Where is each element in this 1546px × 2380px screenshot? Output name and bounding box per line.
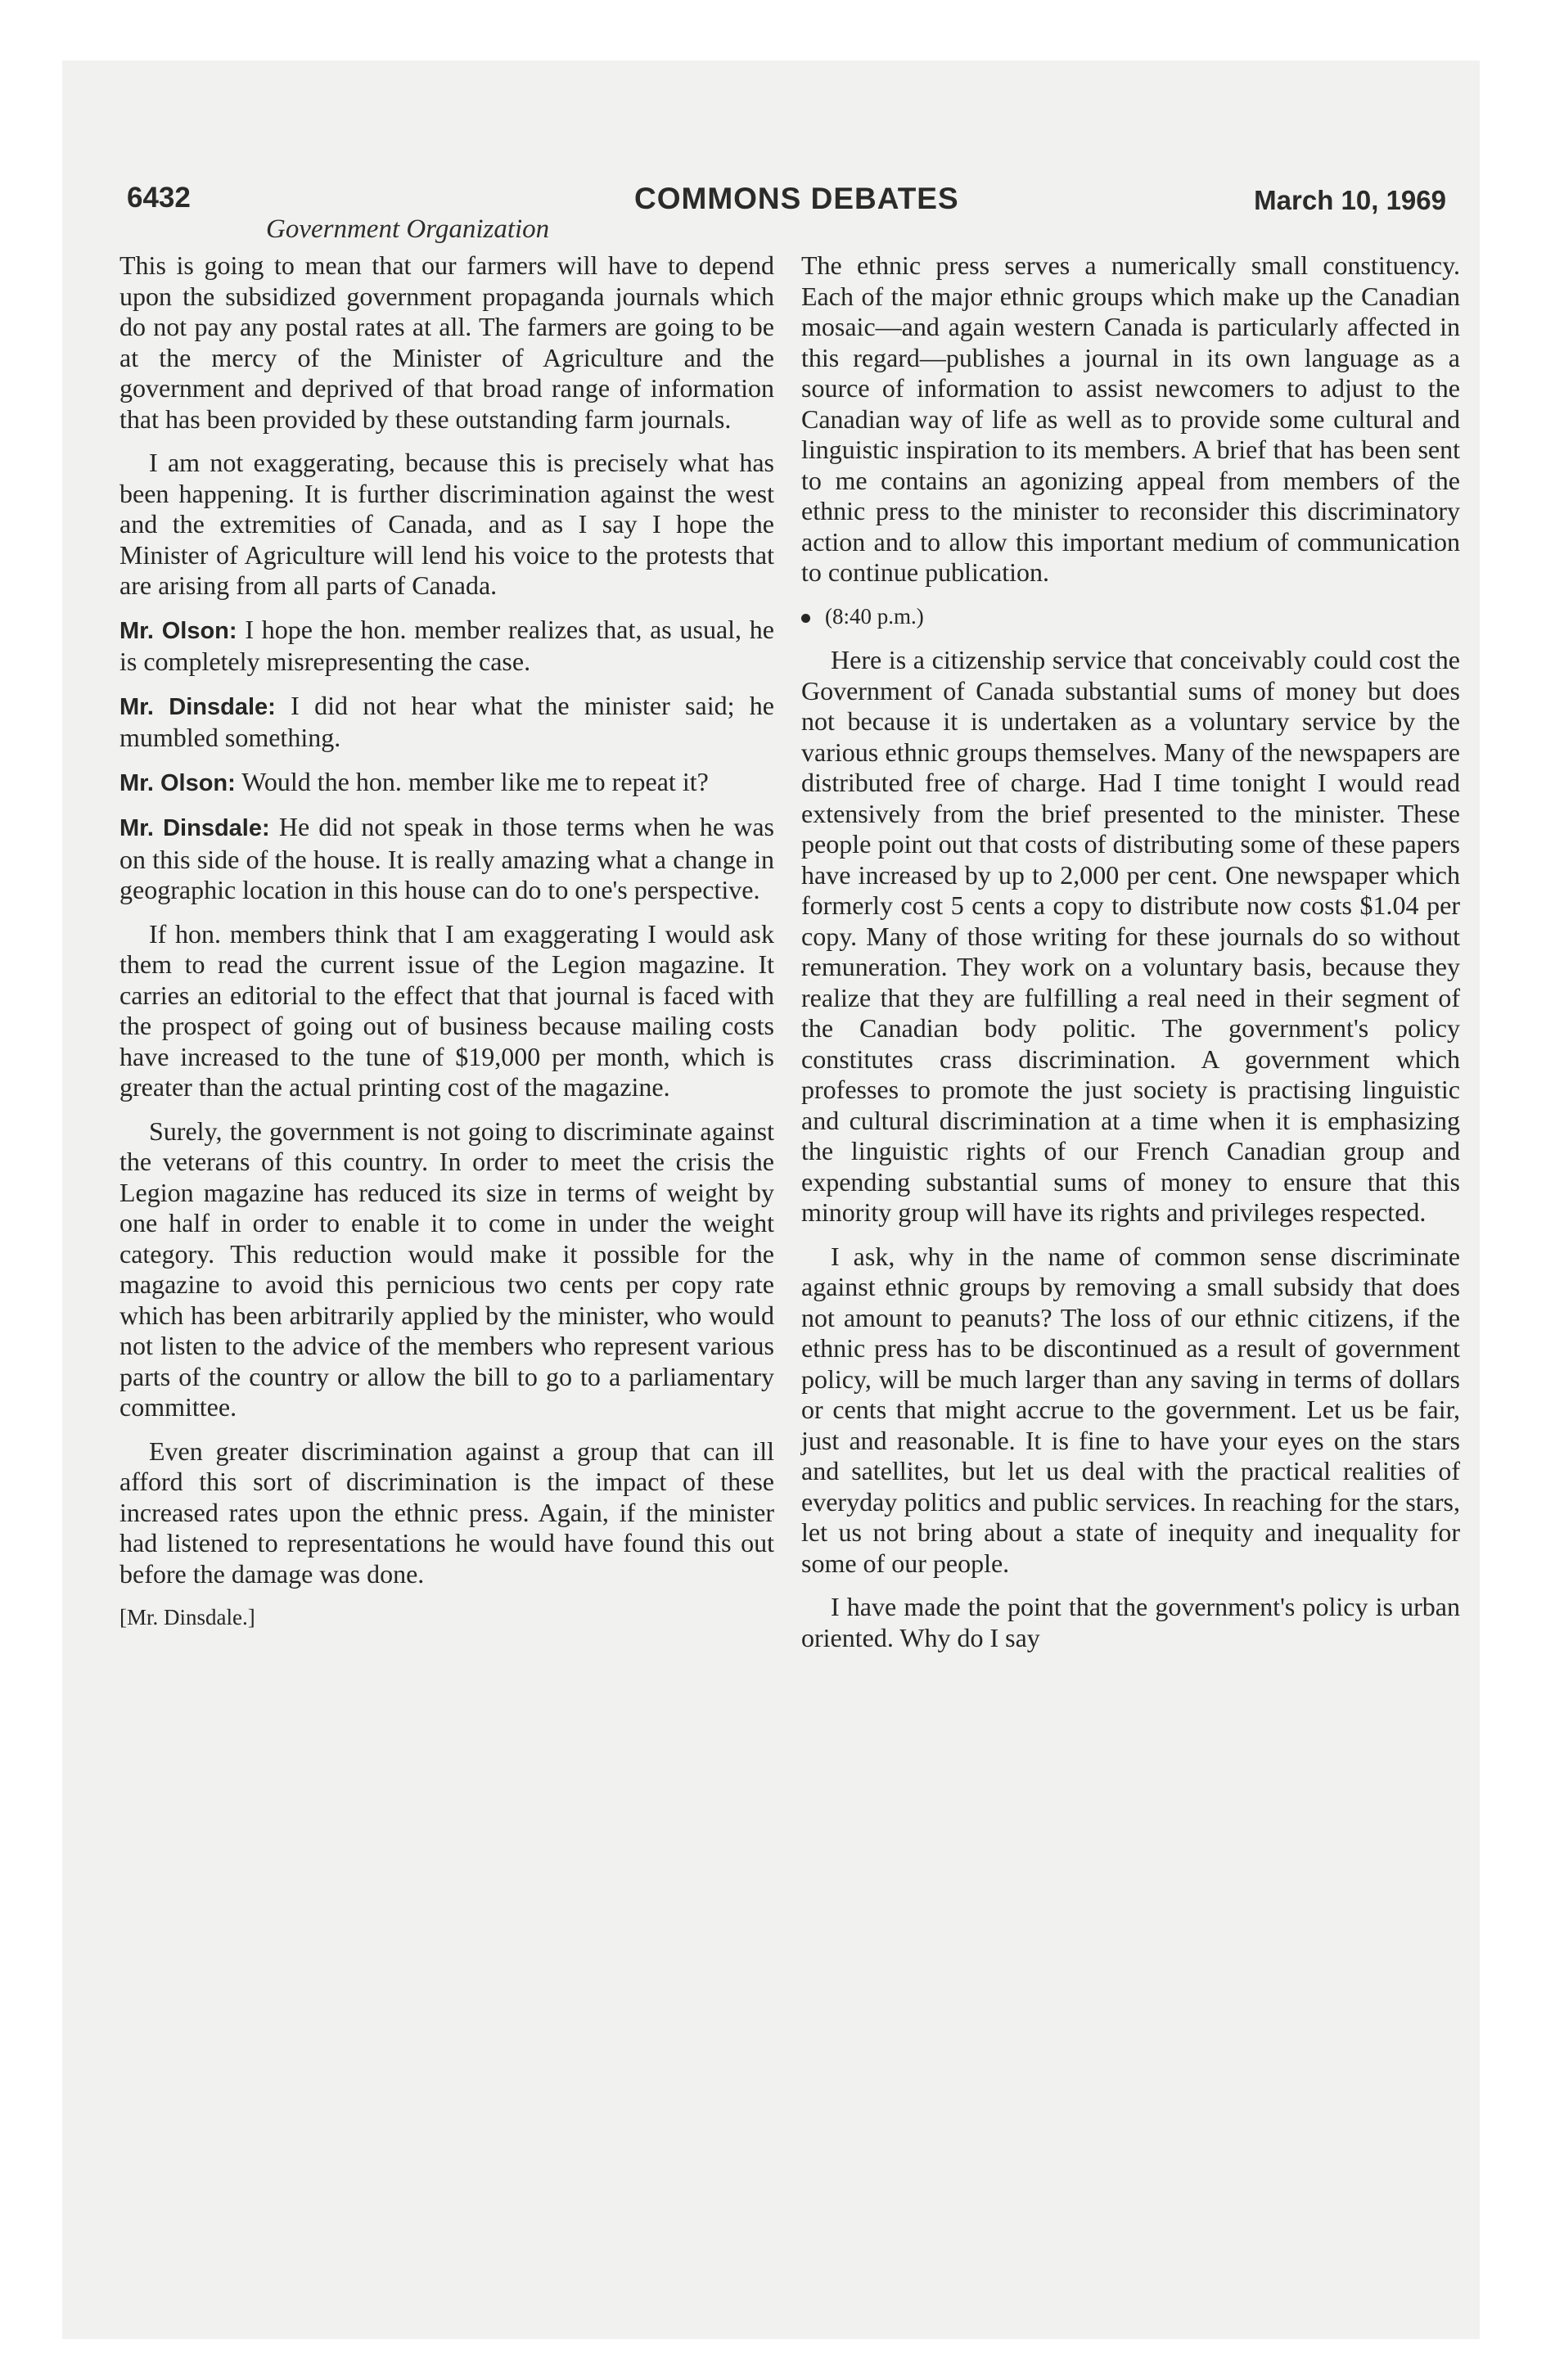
time-marker bbox=[801, 602, 1460, 633]
publication-title: COMMONS DEBATES bbox=[634, 182, 959, 215]
speech-text: He did not speak in those terms when he was on this side of the house. It is really amazing what a change in geographic location in this house can do to one's perspective. bbox=[119, 812, 775, 904]
speaker-signature: [Mr. Dinsdale.] bbox=[119, 1605, 255, 1629]
section-heading: Government Organization bbox=[266, 214, 550, 244]
speech-text: I did not hear what the minister said; he mumbled something. bbox=[119, 690, 775, 752]
speech-olson bbox=[119, 615, 774, 678]
speaker-name: Mr. Dinsdale: bbox=[119, 693, 276, 720]
bullet-icon bbox=[801, 614, 810, 623]
issue-date: March 10, 1969 bbox=[1254, 185, 1446, 215]
speaker-name: Mr. Dinsdale: bbox=[119, 815, 270, 841]
paragraph: If hon. members think that I am exaggerating I would ask them to read the current issue of the Legion magazine. It carries an editorial to the effect that that journal is faced with the prospect of going out of business because mailing costs have increased to the tune of $19,000 per month, which is greater than the actual printing cost of the magazine. bbox=[119, 918, 774, 1102]
paragraph: Here is a citizenship service that conceivably could cost the Government of Canada substantial sums of money but does not because it is undertaken as a voluntary service by the various ethnic groups themselves. Many of the newspapers are distributed free of charge. Had I time tonight I would read extensively from the brief presented to the minister. These people point out that costs of distributing some of these papers have increased by up to 2,000 per cent. One newspaper which formerly cost 5 cents a copy to distribute now costs $1.04 per copy. Many of those writing for these journals do so without remuneration. They work on a voluntary basis, because they realize that they are fulfilling a real need in their segment of the Canadian body politic. The government's policy constitutes crass discrimination. A government which professes to promote the just society is practising linguistic and cultural discrimination at a time when it is emphasizing the linguistic rights of our French Canadian group and expending substantial sums of money to ensure that this minority group will have its rights and privileges respected. bbox=[801, 645, 1460, 1227]
speaker-name: Mr. Olson: bbox=[119, 617, 237, 644]
right-column bbox=[801, 250, 1460, 1666]
left-column bbox=[119, 250, 774, 1647]
speaker-name: Mr. Olson: bbox=[119, 769, 236, 796]
paragraph: The ethnic press serves a numerically small constituency. Each of the major ethnic groups which make up the Canadian mosaic—and again western Canada is particularly affected in this regard—publishes a journal in its own language as a source of information to assist newcomers to adjust to the Canadian way of life as well as to provide some cultural and linguistic inspiration to its members. A brief that has been sent to me contains an agonizing appeal from members of the ethnic press to the minister to reconsider this discriminatory action and to allow this important medium of communication to continue publication. bbox=[801, 250, 1460, 587]
speech-text: Would the hon. member like me to repeat it? bbox=[241, 766, 709, 796]
speech-dinsdale bbox=[119, 812, 774, 906]
paragraph: I am not exaggerating, because this is precisely what has been happening. It is further discrimination against the west and the extremities of Canada, and as I say I hope the Minister of Agriculture will lend his voice to the protests that are arising from all parts of Canada. bbox=[119, 448, 774, 600]
speech-text: I hope the hon. member realizes that, as usual, he is completely misrepresenting the case. bbox=[119, 614, 775, 676]
paragraph: I ask, why in the name of common sense discriminate against ethnic groups by removing a small subsidy that does not amount to peanuts? The loss of our ethnic citizens, if the ethnic press has to be discontinued as a result of government policy, will be much larger than any saving in terms of dollars or cents that might accrue to the government. Let us be fair, just and reasonable. It is fine to have your eyes on the stars and satellites, but let us deal with the practical realities of everyday politics and public services. In reaching for the stars, let us not bring about a state of inequity and inequality for some of our people. bbox=[801, 1241, 1460, 1578]
paragraph: Even greater discrimination against a group that can ill afford this sort of discrimination is the impact of these increased rates upon the ethnic press. Again, if the minister had listened to representations he would have found this out before the damage was done. bbox=[119, 1436, 774, 1589]
speech-olson bbox=[119, 767, 774, 800]
paragraph: I have made the point that the government's policy is urban oriented. Why do I say bbox=[801, 1592, 1460, 1652]
page-number: 6432 bbox=[127, 182, 191, 214]
time-text: (8:40 p.m.) bbox=[825, 603, 924, 629]
speech-dinsdale bbox=[119, 691, 774, 754]
paragraph: This is going to mean that our farmers will have to depend upon the subsidized government propaganda journals which do not pay any postal rates at all. The farmers are going to be at the mercy of the Minister of Agriculture and the government and deprived of that broad range of information that has been provided by these outstanding farm journals. bbox=[119, 250, 774, 434]
paragraph: Surely, the government is not going to discriminate against the veterans of this country. In order to meet the crisis the Legion magazine has reduced its size in terms of weight by one half in order to enable it to come in under the weight category. This reduction would make it possible for the magazine to avoid this pernicious two cents per copy rate which has been arbitrarily applied by the minister, who would not listen to the advice of the members who represent various parts of the country or allow the bill to go to a parliamentary committee. bbox=[119, 1116, 774, 1422]
